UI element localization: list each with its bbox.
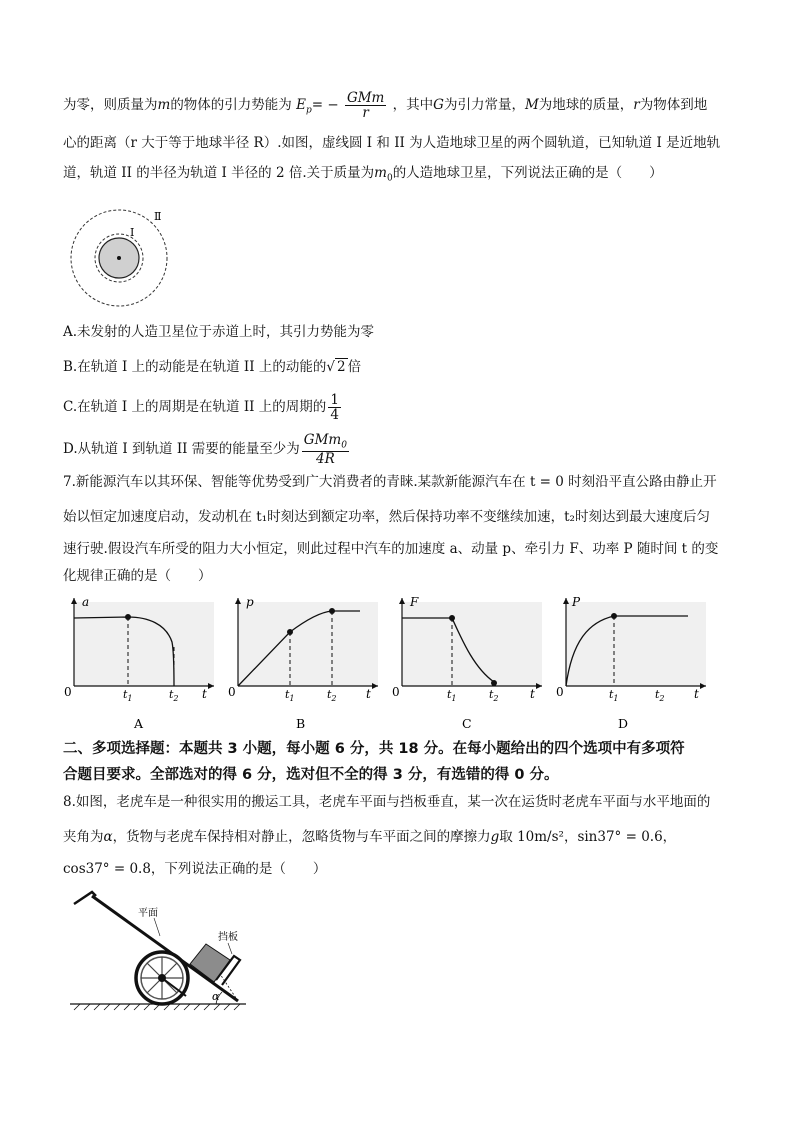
q7-line-3: 速行驶.假设汽车所受的阻力大小恒定，则此过程中汽车的加速度 a、动量 p、牵引力 F、功率 P 随时间 t 的变 [63, 541, 719, 557]
section-2-heading-line-1: 二、多项选择题：本题共 3 小题，每小题 6 分，共 18 分。在每小题给出的四个选项中有多项符 [63, 741, 685, 757]
q6-option-b: B.在轨道 I 上的动能是在轨道 II 上的动能的√ 2 倍 [63, 359, 362, 375]
graph-a-y-arrow [71, 598, 77, 604]
graph-c-option: C [462, 716, 472, 731]
graph-a-origin: 0 [64, 685, 72, 699]
label-alpha: α [212, 990, 220, 1003]
graph-c [390, 592, 550, 732]
q7-line-1: 7.新能源汽车以其环保、智能等优势受到广大消费者的青睐.某款新能源汽车在 t = 0 时刻沿平直公路由静止开 [63, 474, 717, 490]
graph-c-point-2 [491, 680, 497, 686]
graph-b-origin: 0 [228, 685, 236, 699]
q8-line-2: 夹角为α，货物与老虎车保持相对静止，忽略货物与车平面之间的摩擦力g取 10m/s²，sin37° = 0.6， [63, 829, 677, 845]
graph-b-ylabel: p [246, 595, 254, 609]
graph-b-xlabel: t [366, 687, 371, 701]
graph-c-origin: 0 [392, 685, 400, 699]
graph-d-t1: $t_1$ [609, 688, 619, 703]
graph-c-t1: $t_1$ [447, 688, 457, 703]
graph-d-xlabel: t [694, 687, 699, 701]
hand-truck-diagram [66, 888, 250, 1014]
q7-line-2: 始以恒定加速度启动，发动机在 t₁时刻达到额定功率，然后保持功率不变继续加速，t₂时刻达到最大速度后匀 [63, 509, 710, 525]
graph-a-panel [74, 602, 214, 686]
graph-a-ylabel: a [82, 595, 90, 609]
graph-a [62, 592, 222, 732]
graph-b-t1: $t_1$ [285, 688, 295, 703]
baffle-pointer [228, 943, 232, 954]
q6-line-2: 心的距离（r 大于等于地球半径 R）.如图，虚线圆 I 和 II 为人造地球卫星的两个圆轨道，已知轨道 I 是近地轨 [63, 135, 721, 151]
graph-d-t2: $t_2$ [655, 688, 665, 703]
cargo-box [190, 944, 230, 982]
graph-d [554, 592, 714, 732]
orbit-1-label: I [130, 226, 135, 239]
angle-reference [220, 974, 238, 1001]
graph-a-t1: $t_1$ [123, 688, 133, 703]
section-2-heading-line-2: 合题目要求。全部选对的得 6 分，选对但不全的得 3 分，有选错的得 0 分。 [63, 767, 559, 783]
label-plane: 平面 [138, 908, 158, 919]
graph-a-t2: $t_2$ [169, 688, 179, 703]
graph-c-panel [402, 602, 542, 686]
graph-d-panel [566, 602, 706, 686]
ep-fraction: $\frac{\text{GMm}}{r}$ [346, 89, 385, 121]
q7-line-4: 化规律正确的是（ ） [63, 568, 212, 584]
q6-option-a: A.未发射的人造卫星位于赤道上时，其引力势能为零 [63, 324, 375, 340]
graph-c-t2: $t_2$ [489, 688, 499, 703]
earth-center [117, 256, 121, 260]
graph-b-panel [238, 602, 378, 686]
q6-option-d: D.从轨道 I 到轨道 II 需要的能量至少为 $\frac{GMm_0}{4R}$ [63, 431, 347, 467]
graph-b-y-arrow [235, 598, 241, 604]
q8-line-1: 8.如图，老虎车是一种很实用的搬运工具，老虎车平面与挡板垂直，某一次在运货时老虎车平面与水平地面的 [63, 794, 711, 810]
orbit-2-label: Ⅱ [154, 210, 162, 223]
graph-a-option: A [134, 716, 144, 731]
graph-c-xlabel: t [530, 687, 535, 701]
graph-d-y-arrow [563, 598, 569, 604]
q8-line-3: cos37° = 0.8，下列说法正确的是（ ） [63, 861, 327, 877]
label-baffle: 挡板 [218, 932, 238, 943]
graph-d-origin: 0 [556, 685, 564, 699]
graph-b-t2: $t_2$ [327, 688, 337, 703]
graph-c-y-arrow [399, 598, 405, 604]
graph-b-option: B [296, 716, 306, 731]
graph-d-option: D [618, 716, 629, 731]
graph-b [226, 592, 386, 732]
graph-a-xlabel: t [202, 687, 207, 701]
plane-pointer [154, 918, 160, 936]
q6-line-3: 道，轨道 II 的半径为轨道 I 半径的 2 倍.关于质量为$m_0$的人造地球卫星，下列说法正确的是（ ） [63, 165, 663, 184]
orbit-diagram [66, 206, 176, 310]
graph-d-ylabel: P [572, 595, 581, 609]
q6-line-1: 为零，则质量为m的物体的引力势能为 $E_p=$ − $\frac{\text{GMm}}{r}$ ，其中G为引力常量，M为地球的质量，r为物体到地 [63, 89, 708, 121]
q6-option-c: C.在轨道 I 上的周期是在轨道 II 上的周期的 $\frac{1}{4}$ [63, 391, 339, 423]
graph-c-ylabel: F [410, 595, 419, 609]
